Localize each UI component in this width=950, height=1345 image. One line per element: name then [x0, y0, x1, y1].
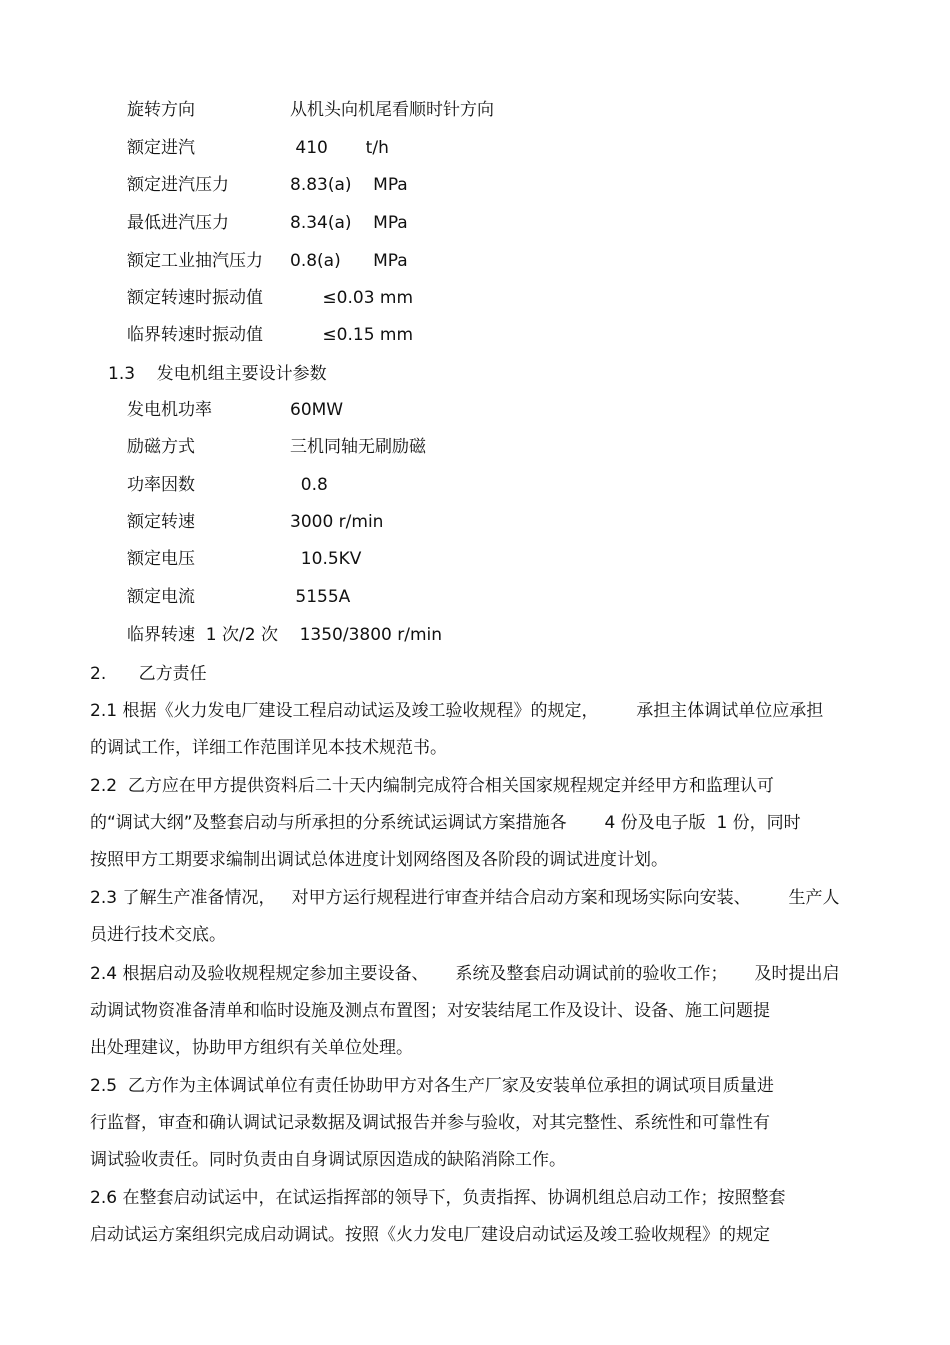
paragraph-line: 的“调试大纲”及整套启动与所承担的分系统试运调试方案措施各 4 份及电子版 1 份，同时: [90, 813, 801, 833]
param-label: 额定进汽: [127, 138, 195, 158]
param-label: 临界转速时振动值: [127, 325, 263, 345]
param-label: 功率因数: [127, 475, 195, 495]
param-label: 旋转方向: [127, 100, 195, 120]
param-label: 额定电压: [127, 549, 195, 569]
param-value: ≤0.15 mm: [290, 325, 414, 345]
paragraph-line: 2.1 根据《火力发电厂建设工程启动试运及竣工验收规程》的规定， 承担主体调试单位应承担: [90, 701, 824, 721]
param-label: 额定电流: [127, 587, 195, 607]
section-heading: 1.3 发电机组主要设计参数: [108, 364, 327, 384]
paragraph-line: 员进行技术交底。: [90, 925, 226, 945]
param-label: 额定转速时振动值: [127, 288, 263, 308]
param-value: 410 t/h: [290, 138, 389, 158]
param-label: 发电机功率: [127, 400, 212, 420]
critical-speed-line: 临界转速 1 次/2 次 1350/3800 r/min: [127, 625, 443, 645]
param-label: 最低进汽压力: [127, 213, 229, 233]
param-value: 三机同轴无刷励磁: [290, 437, 426, 457]
paragraph-line: 2.3 了解生产准备情况， 对甲方运行规程进行审查并结合启动方案和现场实际向安装、 生产人: [90, 888, 840, 908]
paragraph-line: 出处理建议，协助甲方组织有关单位处理。: [90, 1038, 413, 1058]
paragraph-line: 的调试工作，详细工作范围详见本技术规范书。: [90, 738, 447, 758]
paragraph-line: 动调试物资准备清单和临时设施及测点布置图；对安装结尾工作及设计、设备、施工问题提: [90, 1001, 770, 1021]
paragraph-line: 行监督，审查和确认调试记录数据及调试报告并参与验收，对其完整性、系统性和可靠性有: [90, 1113, 770, 1133]
param-value: 0.8(a) MPa: [290, 251, 408, 271]
paragraph-line: 启动试运方案组织完成启动调试。按照《火力发电厂建设启动试运及竣工验收规程》的规定: [90, 1225, 770, 1245]
param-value: 8.34(a) MPa: [290, 213, 408, 233]
param-value: 5155A: [290, 587, 351, 607]
paragraph-line: 2.4 根据启动及验收规程规定参加主要设备、 系统及整套启动调试前的验收工作； 及时提出启: [90, 964, 840, 984]
param-label: 额定进汽压力: [127, 175, 229, 195]
paragraph-line: 调试验收责任。同时负责由自身调试原因造成的缺陷消除工作。: [90, 1150, 566, 1170]
section-heading: 2. 乙方责任: [90, 664, 207, 684]
param-value: 0.8: [290, 475, 328, 495]
param-value: 3000 r/min: [290, 512, 384, 532]
paragraph-line: 2.6 在整套启动试运中，在试运指挥部的领导下，负责指挥、协调机组总启动工作；按照整套: [90, 1188, 786, 1208]
param-label: 励磁方式: [127, 437, 195, 457]
param-value: ≤0.03 mm: [290, 288, 414, 308]
paragraph-line: 2.5 乙方作为主体调试单位有责任协助甲方对各生产厂家及安装单位承担的调试项目质量进: [90, 1076, 774, 1096]
paragraph-line: 按照甲方工期要求编制出调试总体进度计划网络图及各阶段的调试进度计划。: [90, 850, 668, 870]
param-label: 额定工业抽汽压力: [127, 251, 263, 271]
param-label: 额定转速: [127, 512, 195, 532]
param-value: 8.83(a) MPa: [290, 175, 408, 195]
paragraph-line: 2.2 乙方应在甲方提供资料后二十天内编制完成符合相关国家规程规定并经甲方和监理认可: [90, 776, 774, 796]
param-value: 10.5KV: [290, 549, 362, 569]
param-value: 从机头向机尾看顺时针方向: [290, 100, 494, 120]
param-value: 60MW: [290, 400, 344, 420]
